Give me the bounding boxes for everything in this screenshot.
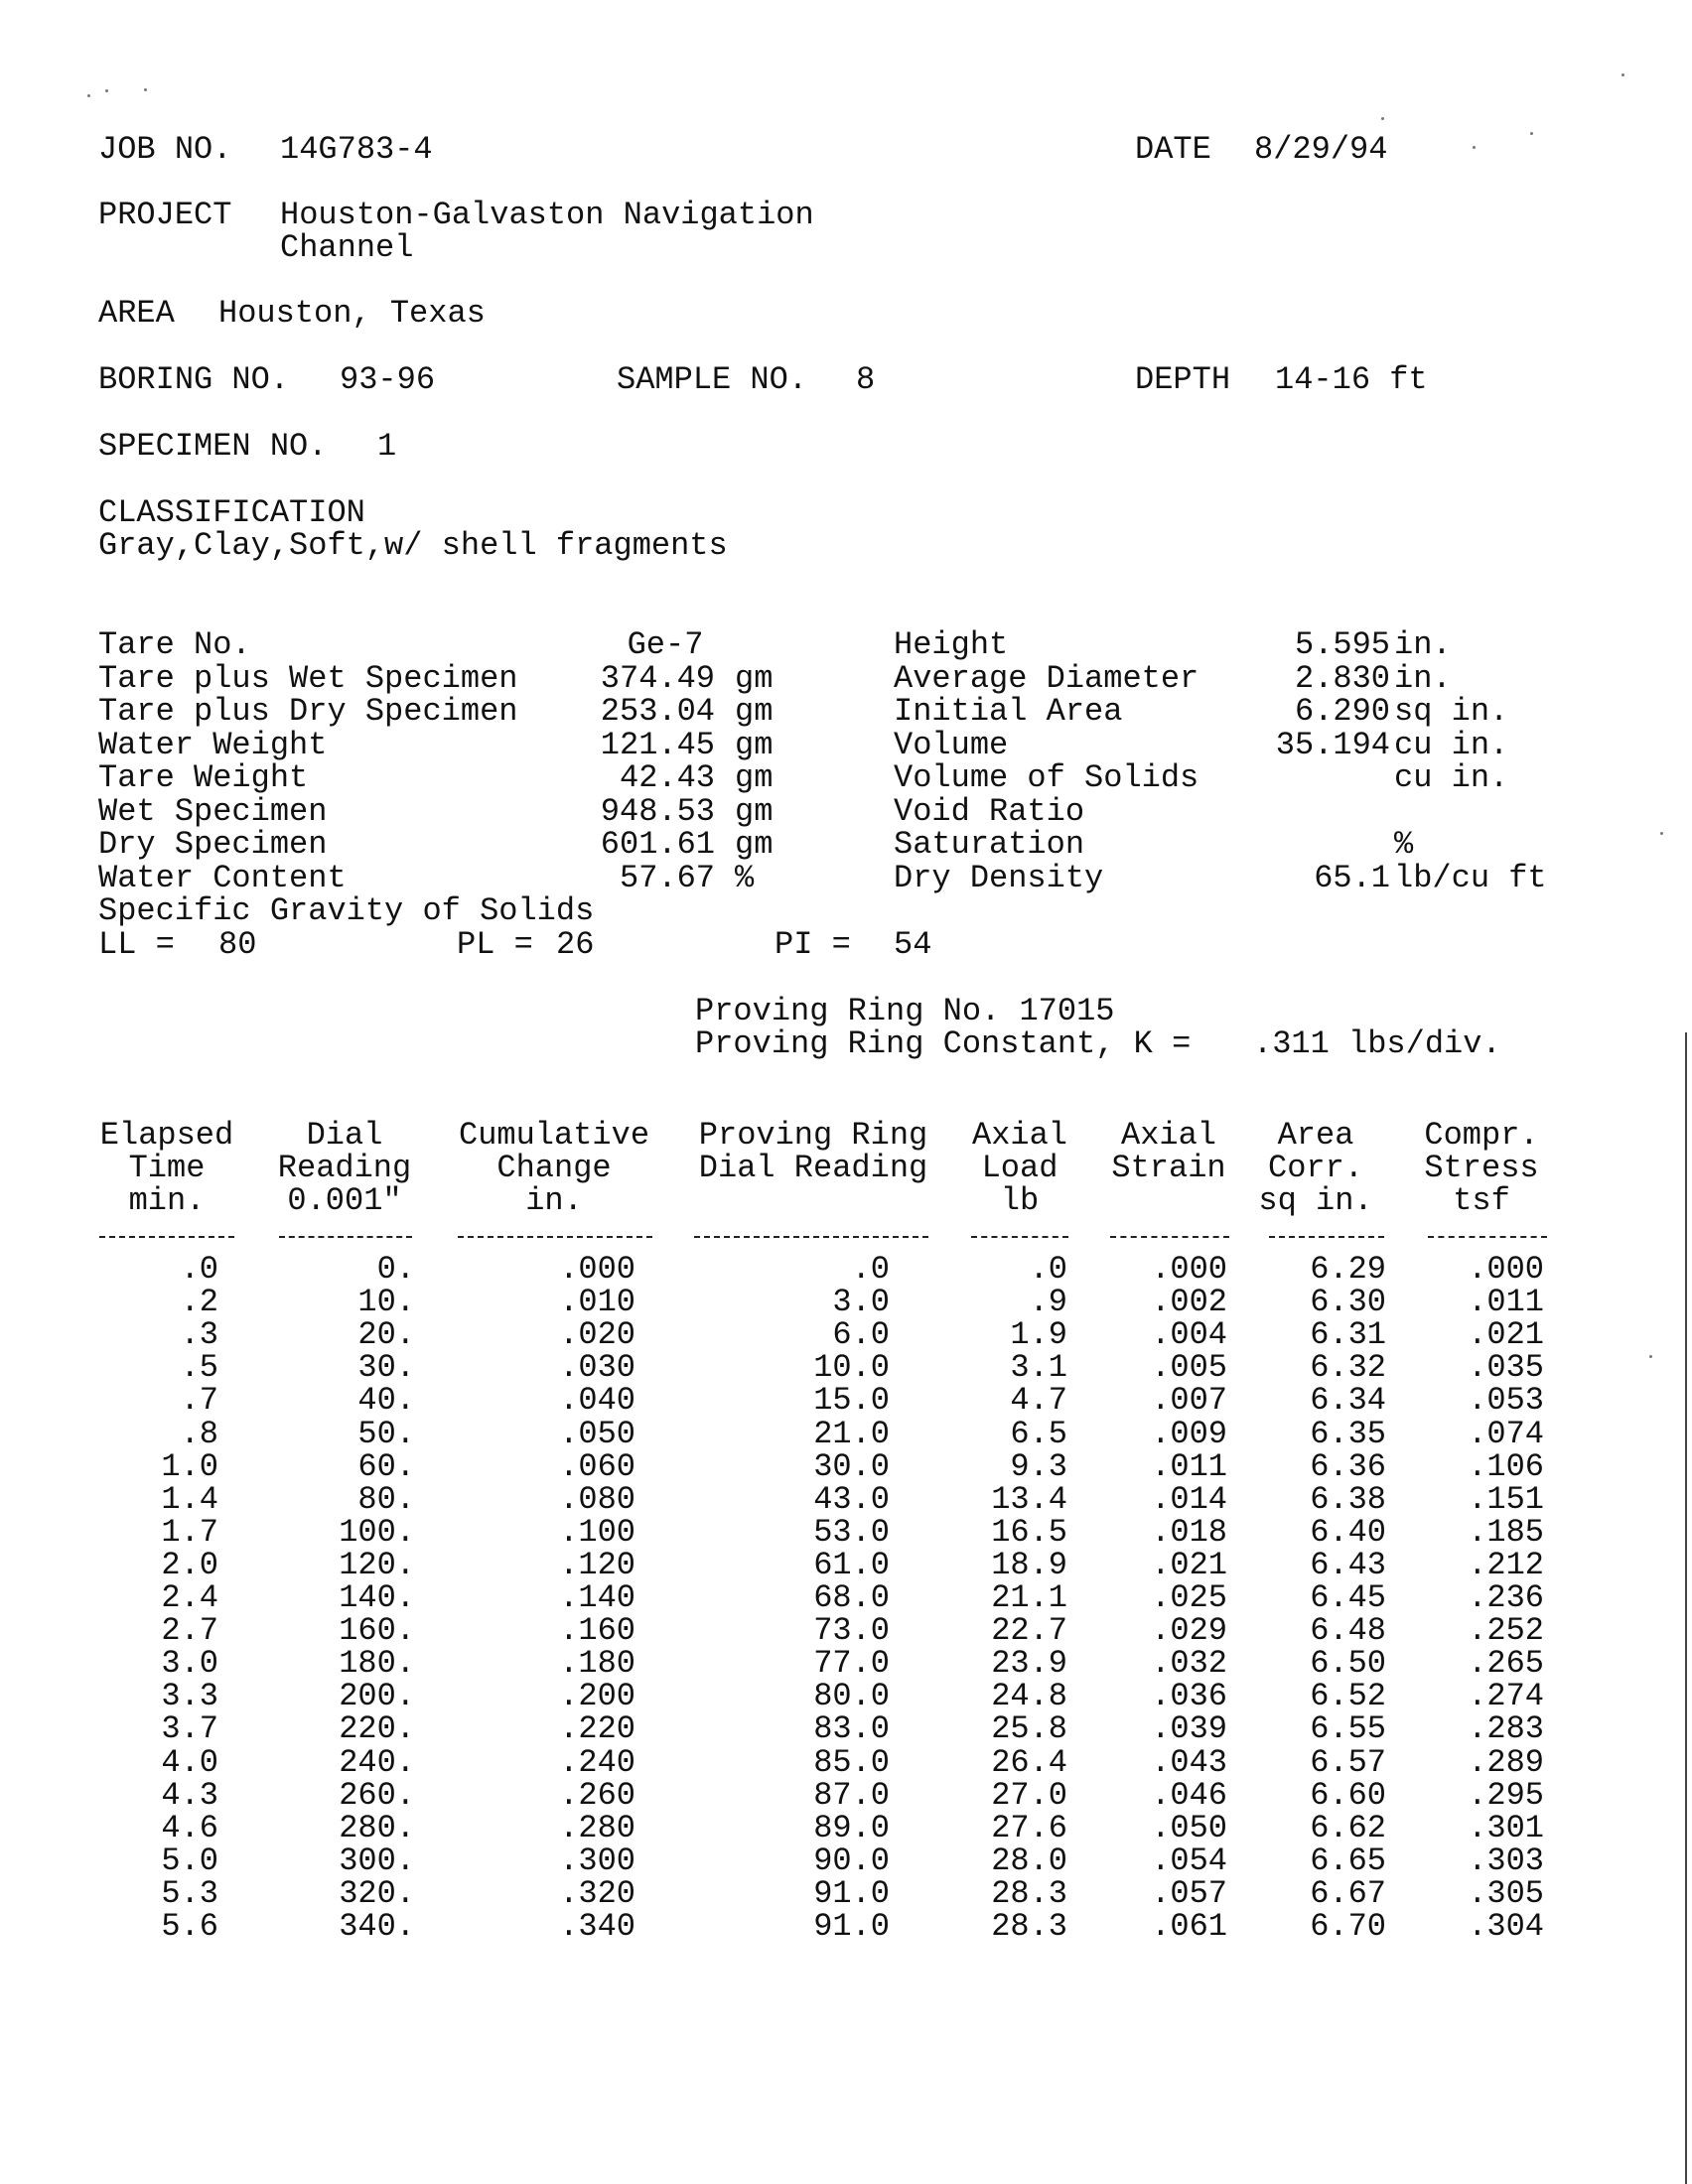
table-cell: .011 — [1151, 1448, 1227, 1485]
table-cell: 80.0 — [813, 1678, 890, 1714]
table-cell: 4.6 — [161, 1810, 218, 1846]
table-cell: .300 — [559, 1843, 635, 1879]
table-cell: 53.0 — [813, 1514, 890, 1551]
ll-value: 80 — [218, 926, 257, 963]
table-cell: 4.0 — [161, 1744, 218, 1781]
column-header: Elapsed — [99, 1117, 234, 1154]
table-cell: .252 — [1468, 1612, 1544, 1649]
pl-label: PL = — [457, 926, 533, 963]
table-cell: 6.55 — [1310, 1710, 1386, 1747]
table-cell: .021 — [1468, 1316, 1544, 1353]
prop-unit: gm — [735, 660, 774, 697]
table-cell: 2.0 — [161, 1547, 218, 1583]
table-cell: .057 — [1151, 1875, 1227, 1912]
table-cell: .018 — [1151, 1514, 1227, 1551]
boring-label: BORING NO. — [98, 361, 290, 398]
table-cell: .151 — [1468, 1481, 1544, 1518]
table-cell: 160. — [339, 1612, 415, 1649]
table-cell: .025 — [1151, 1579, 1227, 1616]
prop-value: 5.595 — [1294, 626, 1390, 663]
table-cell: .074 — [1468, 1416, 1544, 1452]
page-edge-line — [1685, 1032, 1687, 2184]
table-cell: .289 — [1468, 1744, 1544, 1781]
classification-value: Gray,Clay,Soft,w/ shell fragments — [98, 527, 728, 564]
column-header: Axial — [1120, 1117, 1216, 1154]
column-header: tsf — [1453, 1182, 1510, 1219]
project-line-1: Houston-Galvaston Navigation — [280, 197, 814, 233]
column-header: min. — [128, 1182, 206, 1219]
table-cell: .120 — [559, 1547, 635, 1583]
date-label: DATE — [1135, 131, 1211, 168]
table-cell: 6.31 — [1310, 1316, 1386, 1353]
table-cell: 73.0 — [813, 1612, 890, 1649]
table-cell: .7 — [180, 1382, 218, 1419]
column-header: Cumulative — [458, 1117, 650, 1154]
prop-unit: lb/cu ft — [1394, 860, 1547, 896]
table-cell: .000 — [1151, 1251, 1227, 1288]
table-cell: 3.0 — [161, 1645, 218, 1682]
table-cell: .011 — [1468, 1284, 1544, 1320]
table-cell: 240. — [339, 1744, 415, 1781]
table-cell: 1.7 — [161, 1514, 218, 1551]
table-cell: .021 — [1151, 1547, 1227, 1583]
table-cell: .035 — [1468, 1349, 1544, 1386]
prop-value: Ge-7 — [627, 626, 704, 663]
classification-label: CLASSIFICATION — [98, 494, 365, 531]
table-cell: .140 — [559, 1579, 635, 1616]
table-cell: .5 — [180, 1349, 218, 1386]
prop-value: 121.45 — [600, 727, 715, 763]
prop-label: Specific Gravity of Solids — [98, 892, 595, 929]
table-cell: 3.0 — [832, 1284, 890, 1320]
job-value: 14G783-4 — [280, 131, 433, 168]
prop-label: Wet Specimen — [98, 793, 328, 830]
prop-unit: % — [1394, 826, 1414, 863]
table-cell: 85.0 — [813, 1744, 890, 1781]
table-cell: .260 — [559, 1777, 635, 1814]
scan-speck — [1473, 146, 1476, 149]
table-cell: 6.43 — [1310, 1547, 1386, 1583]
table-cell: 10.0 — [813, 1349, 890, 1386]
boring-value: 93-96 — [340, 361, 436, 398]
table-cell: 15.0 — [813, 1382, 890, 1419]
table-cell: .265 — [1468, 1645, 1544, 1682]
proving-ring-constant-label: Proving Ring Constant, K = — [695, 1025, 1192, 1062]
table-cell: .185 — [1468, 1514, 1544, 1551]
table-cell: 25.8 — [991, 1710, 1067, 1747]
table-cell: .007 — [1151, 1382, 1227, 1419]
table-cell: 3.1 — [1010, 1349, 1067, 1386]
table-cell: 5.3 — [161, 1875, 218, 1912]
table-cell: .106 — [1468, 1448, 1544, 1485]
prop-value: 6.290 — [1294, 693, 1390, 730]
prop-value: 65.1 — [1314, 860, 1390, 896]
column-header-rule — [1269, 1236, 1384, 1238]
column-header: Reading — [277, 1150, 412, 1186]
table-cell: 6.45 — [1310, 1579, 1386, 1616]
prop-label: Tare plus Wet Specimen — [98, 660, 518, 697]
table-cell: .180 — [559, 1645, 635, 1682]
prop-unit: sq in. — [1394, 693, 1509, 730]
table-cell: .002 — [1151, 1284, 1227, 1320]
prop-label: Tare No. — [98, 626, 251, 663]
table-cell: .004 — [1151, 1316, 1227, 1353]
table-cell: 6.40 — [1310, 1514, 1386, 1551]
prop-label: Volume — [894, 727, 1009, 763]
table-cell: 340. — [339, 1908, 415, 1945]
table-cell: 50. — [357, 1416, 415, 1452]
prop-unit: gm — [735, 793, 774, 830]
table-cell: .0 — [180, 1251, 218, 1288]
prop-label: Height — [894, 626, 1009, 663]
table-cell: 28.3 — [991, 1875, 1067, 1912]
table-cell: 6.34 — [1310, 1382, 1386, 1419]
table-cell: 6.67 — [1310, 1875, 1386, 1912]
table-cell: 6.62 — [1310, 1810, 1386, 1846]
column-header-rule — [971, 1236, 1068, 1238]
table-cell: 220. — [339, 1710, 415, 1747]
table-cell: 6.0 — [832, 1316, 890, 1353]
table-cell: 16.5 — [991, 1514, 1067, 1551]
table-cell: .029 — [1151, 1612, 1227, 1649]
table-cell: 60. — [357, 1448, 415, 1485]
column-header-rule — [694, 1236, 928, 1238]
table-cell: 180. — [339, 1645, 415, 1682]
depth-label: DEPTH — [1135, 361, 1231, 398]
table-cell: 23.9 — [991, 1645, 1067, 1682]
sample-value: 8 — [856, 361, 876, 398]
table-cell: 4.7 — [1010, 1382, 1067, 1419]
prop-label: Dry Density — [894, 860, 1104, 896]
table-cell: .050 — [1151, 1810, 1227, 1846]
table-cell: .000 — [559, 1251, 635, 1288]
table-cell: .043 — [1151, 1744, 1227, 1781]
prop-label: Dry Specimen — [98, 826, 328, 863]
job-label: JOB NO. — [98, 131, 232, 168]
table-cell: .000 — [1468, 1251, 1544, 1288]
column-header: sq in. — [1258, 1182, 1373, 1219]
table-cell: 2.4 — [161, 1579, 218, 1616]
column-header: Stress — [1424, 1150, 1539, 1186]
table-cell: 6.38 — [1310, 1481, 1386, 1518]
scan-speck — [1622, 73, 1624, 76]
table-cell: .010 — [559, 1284, 635, 1320]
column-header: Time — [128, 1150, 206, 1186]
prop-value: 948.53 — [600, 793, 715, 830]
table-cell: .240 — [559, 1744, 635, 1781]
area-value: Houston, Texas — [218, 295, 486, 332]
table-cell: .3 — [180, 1316, 218, 1353]
table-cell: .036 — [1151, 1678, 1227, 1714]
table-cell: 83.0 — [813, 1710, 890, 1747]
depth-value: 14-16 ft — [1275, 361, 1428, 398]
column-header: Load — [981, 1150, 1058, 1186]
column-header: Compr. — [1424, 1117, 1539, 1154]
table-cell: 68.0 — [813, 1579, 890, 1616]
table-cell: .060 — [559, 1448, 635, 1485]
table-cell: 6.52 — [1310, 1678, 1386, 1714]
prop-label: Volume of Solids — [894, 759, 1199, 796]
table-cell: 91.0 — [813, 1875, 890, 1912]
table-cell: .080 — [559, 1481, 635, 1518]
table-cell: 28.3 — [991, 1908, 1067, 1945]
pi-value: 54 — [894, 926, 932, 963]
table-cell: 80. — [357, 1481, 415, 1518]
column-header: Dial — [306, 1117, 383, 1154]
column-header: Area — [1277, 1117, 1354, 1154]
scan-speck — [1660, 832, 1663, 835]
prop-unit: gm — [735, 693, 774, 730]
table-cell: 120. — [339, 1547, 415, 1583]
table-cell: .200 — [559, 1678, 635, 1714]
prop-label: Water Weight — [98, 727, 328, 763]
specimen-label: SPECIMEN NO. — [98, 428, 328, 465]
prop-unit: in. — [1394, 626, 1452, 663]
table-cell: 27.6 — [991, 1810, 1067, 1846]
column-header: Proving Ring — [698, 1117, 928, 1154]
table-cell: 87.0 — [813, 1777, 890, 1814]
table-cell: 6.65 — [1310, 1843, 1386, 1879]
table-cell: 77.0 — [813, 1645, 890, 1682]
prop-value: 253.04 — [600, 693, 715, 730]
prop-unit: cu in. — [1394, 759, 1509, 796]
table-cell: .301 — [1468, 1810, 1544, 1846]
prop-label: Void Ratio — [894, 793, 1085, 830]
table-cell: 22.7 — [991, 1612, 1067, 1649]
prop-unit: gm — [735, 826, 774, 863]
scan-speck — [105, 89, 108, 92]
table-cell: .050 — [559, 1416, 635, 1452]
table-cell: 0. — [376, 1251, 415, 1288]
table-cell: 61.0 — [813, 1547, 890, 1583]
table-cell: .236 — [1468, 1579, 1544, 1616]
prop-label: Average Diameter — [894, 660, 1199, 697]
prop-unit: gm — [735, 727, 774, 763]
table-cell: .046 — [1151, 1777, 1227, 1814]
table-cell: 5.6 — [161, 1908, 218, 1945]
table-cell: 4.3 — [161, 1777, 218, 1814]
table-cell: 6.36 — [1310, 1448, 1386, 1485]
table-cell: 1.4 — [161, 1481, 218, 1518]
prop-label: Tare plus Dry Specimen — [98, 693, 518, 730]
table-cell: 1.0 — [161, 1448, 218, 1485]
table-cell: 6.48 — [1310, 1612, 1386, 1649]
table-cell: .303 — [1468, 1843, 1544, 1879]
column-header-rule — [1428, 1236, 1547, 1238]
area-label: AREA — [98, 295, 175, 332]
table-cell: .274 — [1468, 1678, 1544, 1714]
table-cell: 3.3 — [161, 1678, 218, 1714]
table-cell: .030 — [559, 1349, 635, 1386]
prop-label: Water Content — [98, 860, 347, 896]
table-cell: 1.9 — [1010, 1316, 1067, 1353]
table-cell: 9.3 — [1010, 1448, 1067, 1485]
table-cell: .014 — [1151, 1481, 1227, 1518]
table-cell: .009 — [1151, 1416, 1227, 1452]
table-cell: .061 — [1151, 1908, 1227, 1945]
table-cell: 6.57 — [1310, 1744, 1386, 1781]
table-cell: 26.4 — [991, 1744, 1067, 1781]
scan-speck — [144, 88, 147, 91]
table-cell: .280 — [559, 1810, 635, 1846]
column-header: 0.001" — [287, 1182, 402, 1219]
prop-unit: % — [735, 860, 755, 896]
table-cell: 6.5 — [1010, 1416, 1067, 1452]
table-cell: .100 — [559, 1514, 635, 1551]
table-cell: 13.4 — [991, 1481, 1067, 1518]
table-cell: .020 — [559, 1316, 635, 1353]
table-cell: .283 — [1468, 1710, 1544, 1747]
prop-unit: gm — [735, 759, 774, 796]
table-cell: 5.0 — [161, 1843, 218, 1879]
table-cell: 30. — [357, 1349, 415, 1386]
date-value: 8/29/94 — [1254, 131, 1388, 168]
table-cell: .212 — [1468, 1547, 1544, 1583]
column-header: Axial — [971, 1117, 1067, 1154]
table-cell: .039 — [1151, 1710, 1227, 1747]
table-cell: 6.70 — [1310, 1908, 1386, 1945]
table-cell: .032 — [1151, 1645, 1227, 1682]
specimen-value: 1 — [377, 428, 397, 465]
column-header-rule — [1110, 1236, 1229, 1238]
column-header: in. — [525, 1182, 583, 1219]
table-cell: .320 — [559, 1875, 635, 1912]
scan-speck — [1649, 1355, 1652, 1358]
table-cell: 300. — [339, 1843, 415, 1879]
prop-label: Initial Area — [894, 693, 1123, 730]
table-cell: 6.29 — [1310, 1251, 1386, 1288]
column-header: Corr. — [1267, 1150, 1363, 1186]
proving-ring-constant-value: .311 lbs/div. — [1253, 1025, 1501, 1062]
column-header: Dial Reading — [698, 1150, 928, 1186]
table-cell: 21.1 — [991, 1579, 1067, 1616]
table-cell: .220 — [559, 1710, 635, 1747]
prop-value: 601.61 — [600, 826, 715, 863]
sample-label: SAMPLE NO. — [617, 361, 808, 398]
table-cell: 6.32 — [1310, 1349, 1386, 1386]
table-cell: 21.0 — [813, 1416, 890, 1452]
table-cell: 28.0 — [991, 1843, 1067, 1879]
table-cell: 280. — [339, 1810, 415, 1846]
prop-value: 2.830 — [1294, 660, 1390, 697]
scan-speck — [1530, 132, 1533, 135]
table-cell: .005 — [1151, 1349, 1227, 1386]
table-cell: 200. — [339, 1678, 415, 1714]
column-header: Strain — [1111, 1150, 1226, 1186]
column-header: lb — [1000, 1182, 1040, 1219]
prop-label: Tare Weight — [98, 759, 309, 796]
prop-value: 42.43 — [619, 759, 715, 796]
pl-value: 26 — [556, 926, 595, 963]
prop-value: 374.49 — [600, 660, 715, 697]
column-header-rule — [458, 1236, 652, 1238]
table-cell: 27.0 — [991, 1777, 1067, 1814]
table-cell: 10. — [357, 1284, 415, 1320]
table-cell: 6.30 — [1310, 1284, 1386, 1320]
table-cell: 40. — [357, 1382, 415, 1419]
table-cell: 30.0 — [813, 1448, 890, 1485]
project-label: PROJECT — [98, 197, 232, 233]
table-cell: 90.0 — [813, 1843, 890, 1879]
table-cell: 20. — [357, 1316, 415, 1353]
table-cell: .295 — [1468, 1777, 1544, 1814]
table-cell: 89.0 — [813, 1810, 890, 1846]
table-cell: .305 — [1468, 1875, 1544, 1912]
table-cell: .160 — [559, 1612, 635, 1649]
table-cell: .053 — [1468, 1382, 1544, 1419]
column-header-rule — [99, 1236, 234, 1238]
proving-ring-number: Proving Ring No. 17015 — [695, 993, 1115, 1029]
table-cell: .340 — [559, 1908, 635, 1945]
table-cell: .0 — [851, 1251, 890, 1288]
table-cell: 91.0 — [813, 1908, 890, 1945]
prop-unit: cu in. — [1394, 727, 1509, 763]
table-cell: .054 — [1151, 1843, 1227, 1879]
pi-label: PI = — [775, 926, 851, 963]
table-cell: .2 — [180, 1284, 218, 1320]
prop-value: 35.194 — [1275, 727, 1390, 763]
prop-unit: in. — [1394, 660, 1452, 697]
table-cell: 260. — [339, 1777, 415, 1814]
table-cell: 6.60 — [1310, 1777, 1386, 1814]
table-cell: .0 — [1029, 1251, 1067, 1288]
column-header: Change — [496, 1150, 612, 1186]
scan-speck — [87, 94, 90, 97]
table-cell: 24.8 — [991, 1678, 1067, 1714]
table-cell: 43.0 — [813, 1481, 890, 1518]
table-cell: 100. — [339, 1514, 415, 1551]
table-cell: 320. — [339, 1875, 415, 1912]
table-cell: 140. — [339, 1579, 415, 1616]
scan-speck — [1381, 117, 1384, 120]
project-line-2: Channel — [280, 229, 414, 266]
table-cell: .8 — [180, 1416, 218, 1452]
table-cell: 6.50 — [1310, 1645, 1386, 1682]
table-cell: 18.9 — [991, 1547, 1067, 1583]
table-cell: 6.35 — [1310, 1416, 1386, 1452]
table-cell: .9 — [1029, 1284, 1067, 1320]
table-cell: 2.7 — [161, 1612, 218, 1649]
table-cell: .304 — [1468, 1908, 1544, 1945]
column-header-rule — [279, 1236, 412, 1238]
prop-label: Saturation — [894, 826, 1085, 863]
ll-label: LL = — [98, 926, 175, 963]
table-cell: .040 — [559, 1382, 635, 1419]
table-cell: 3.7 — [161, 1710, 218, 1747]
prop-value: 57.67 — [619, 860, 715, 896]
